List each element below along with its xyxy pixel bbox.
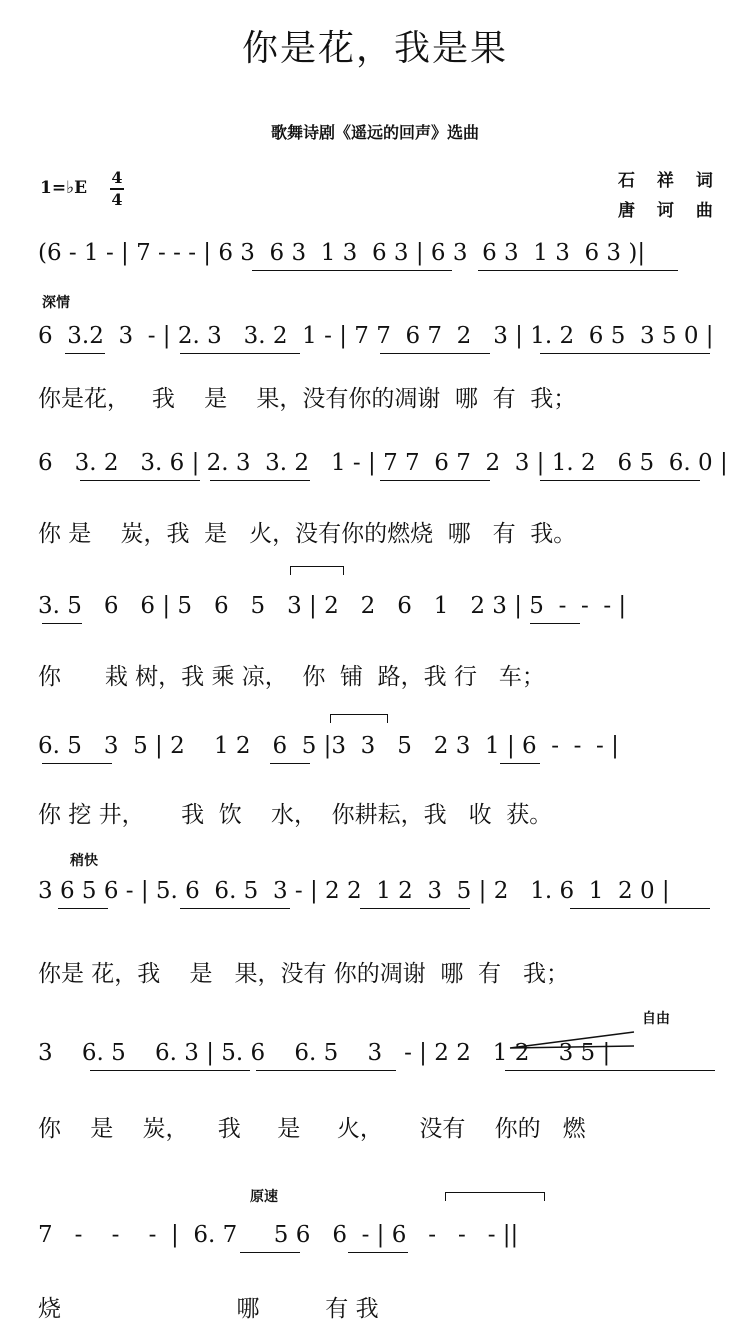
- beam-line: [256, 1070, 396, 1071]
- lyric-line-7: 烧 哪 有 我: [38, 1296, 379, 1322]
- beam-line: [65, 353, 105, 354]
- lyric-line-1: 你是花， 我 是 果，没有你的凋谢 哪 有 我；: [38, 386, 577, 412]
- beam-line: [540, 480, 700, 481]
- beam-line: [42, 763, 112, 764]
- beam-line: [505, 1070, 715, 1071]
- tie-slur: [290, 566, 344, 575]
- page-title: 你是花，我是果: [241, 28, 508, 69]
- lyric-line-5: 你是 花，我 是 果，没有 你的凋谢 哪 有 我；: [38, 961, 569, 987]
- composer-credit: 唐 诃 曲: [618, 201, 721, 221]
- notation-line-7: 3 6. 5 6. 3 | 5. 6 6. 5 3 - | 2 2 1 2 3 5 |: [38, 1040, 611, 1066]
- tempo-marking-ziyou: 自由: [642, 1011, 670, 1027]
- beam-line: [210, 480, 310, 481]
- tempo-marking-shaokuai: 稍快: [70, 853, 98, 869]
- notation-line-6: 3 6 5 6 - | 5. 6 6. 5 3 - | 2 2 1 2 3 5 | 2 1. 6 1 2 0 |: [38, 878, 670, 904]
- notation-line-8: 7 - - - | 6. 7 5 6 6 - | 6 - - - ||: [38, 1222, 519, 1248]
- tempo-marking-shenqing: 深情: [42, 295, 70, 311]
- notation-line-1: (6 - 1 - | 7 - - - | 6 3 6 3 1 3 6 3 | 6 3 6 3 1 3 6 3 )|: [38, 240, 646, 266]
- key-signature: 1=♭E: [40, 178, 88, 198]
- beam-line: [240, 1252, 300, 1253]
- tie-slur: [445, 1192, 545, 1201]
- page-subtitle: 歌舞诗剧《遥远的回声》选曲: [270, 123, 479, 142]
- beam-line: [360, 908, 470, 909]
- time-signature-top: 4: [111, 168, 123, 187]
- beam-line: [380, 353, 490, 354]
- beam-line: [500, 763, 540, 764]
- lyric-line-2: 你 是 炭，我 是 火，没有你的燃烧 哪 有 我。: [38, 521, 577, 547]
- beam-line: [80, 480, 200, 481]
- beam-line: [380, 480, 490, 481]
- beam-line: [180, 353, 300, 354]
- beam-line: [42, 623, 82, 624]
- tempo-marking-yuansu: 原速: [250, 1189, 278, 1205]
- notation-line-2: 6 3.2 3 - | 2. 3 3. 2 1 - | 7 7 6 7 2 3 | 1. 2 6 5 3 5 0 |: [38, 323, 714, 349]
- lyric-line-6: 你 是 炭， 我 是 火， 没有 你的 燃: [38, 1116, 586, 1142]
- beam-line: [530, 623, 580, 624]
- lyricist-credit: 石 祥 词: [618, 171, 721, 191]
- lyric-line-3: 你 栽 树，我 乘 凉， 你 铺 路，我 行 车；: [38, 664, 545, 690]
- notation-line-4: 3. 5 6 6 | 5 6 5 3 | 2 2 6 1 2 3 | 5 - - - |: [38, 593, 627, 619]
- beam-line: [180, 908, 290, 909]
- notation-line-3: 6 3. 2 3. 6 | 2. 3 3. 2 1 - | 7 7 6 7 2 3 | 1. 2 6 5 6. 0 |: [38, 450, 728, 476]
- tie-slur: [330, 714, 388, 723]
- beam-line: [270, 763, 310, 764]
- time-signature: [108, 168, 126, 210]
- beam-line: [348, 1252, 408, 1253]
- beam-line: [478, 270, 678, 271]
- beam-line: [540, 353, 710, 354]
- beam-line: [252, 270, 452, 271]
- beam-line: [570, 908, 710, 909]
- beam-line: [90, 1070, 250, 1071]
- notation-line-5: 6. 5 3 5 | 2 1 2 6 5 |3 3 5 2 3 1 | 6 - - - |: [38, 733, 619, 759]
- lyric-line-4: 你 挖 井， 我 饮 水， 你耕耘，我 收 获。: [38, 802, 553, 828]
- beam-line: [58, 908, 108, 909]
- time-signature-bottom: 4: [111, 190, 123, 209]
